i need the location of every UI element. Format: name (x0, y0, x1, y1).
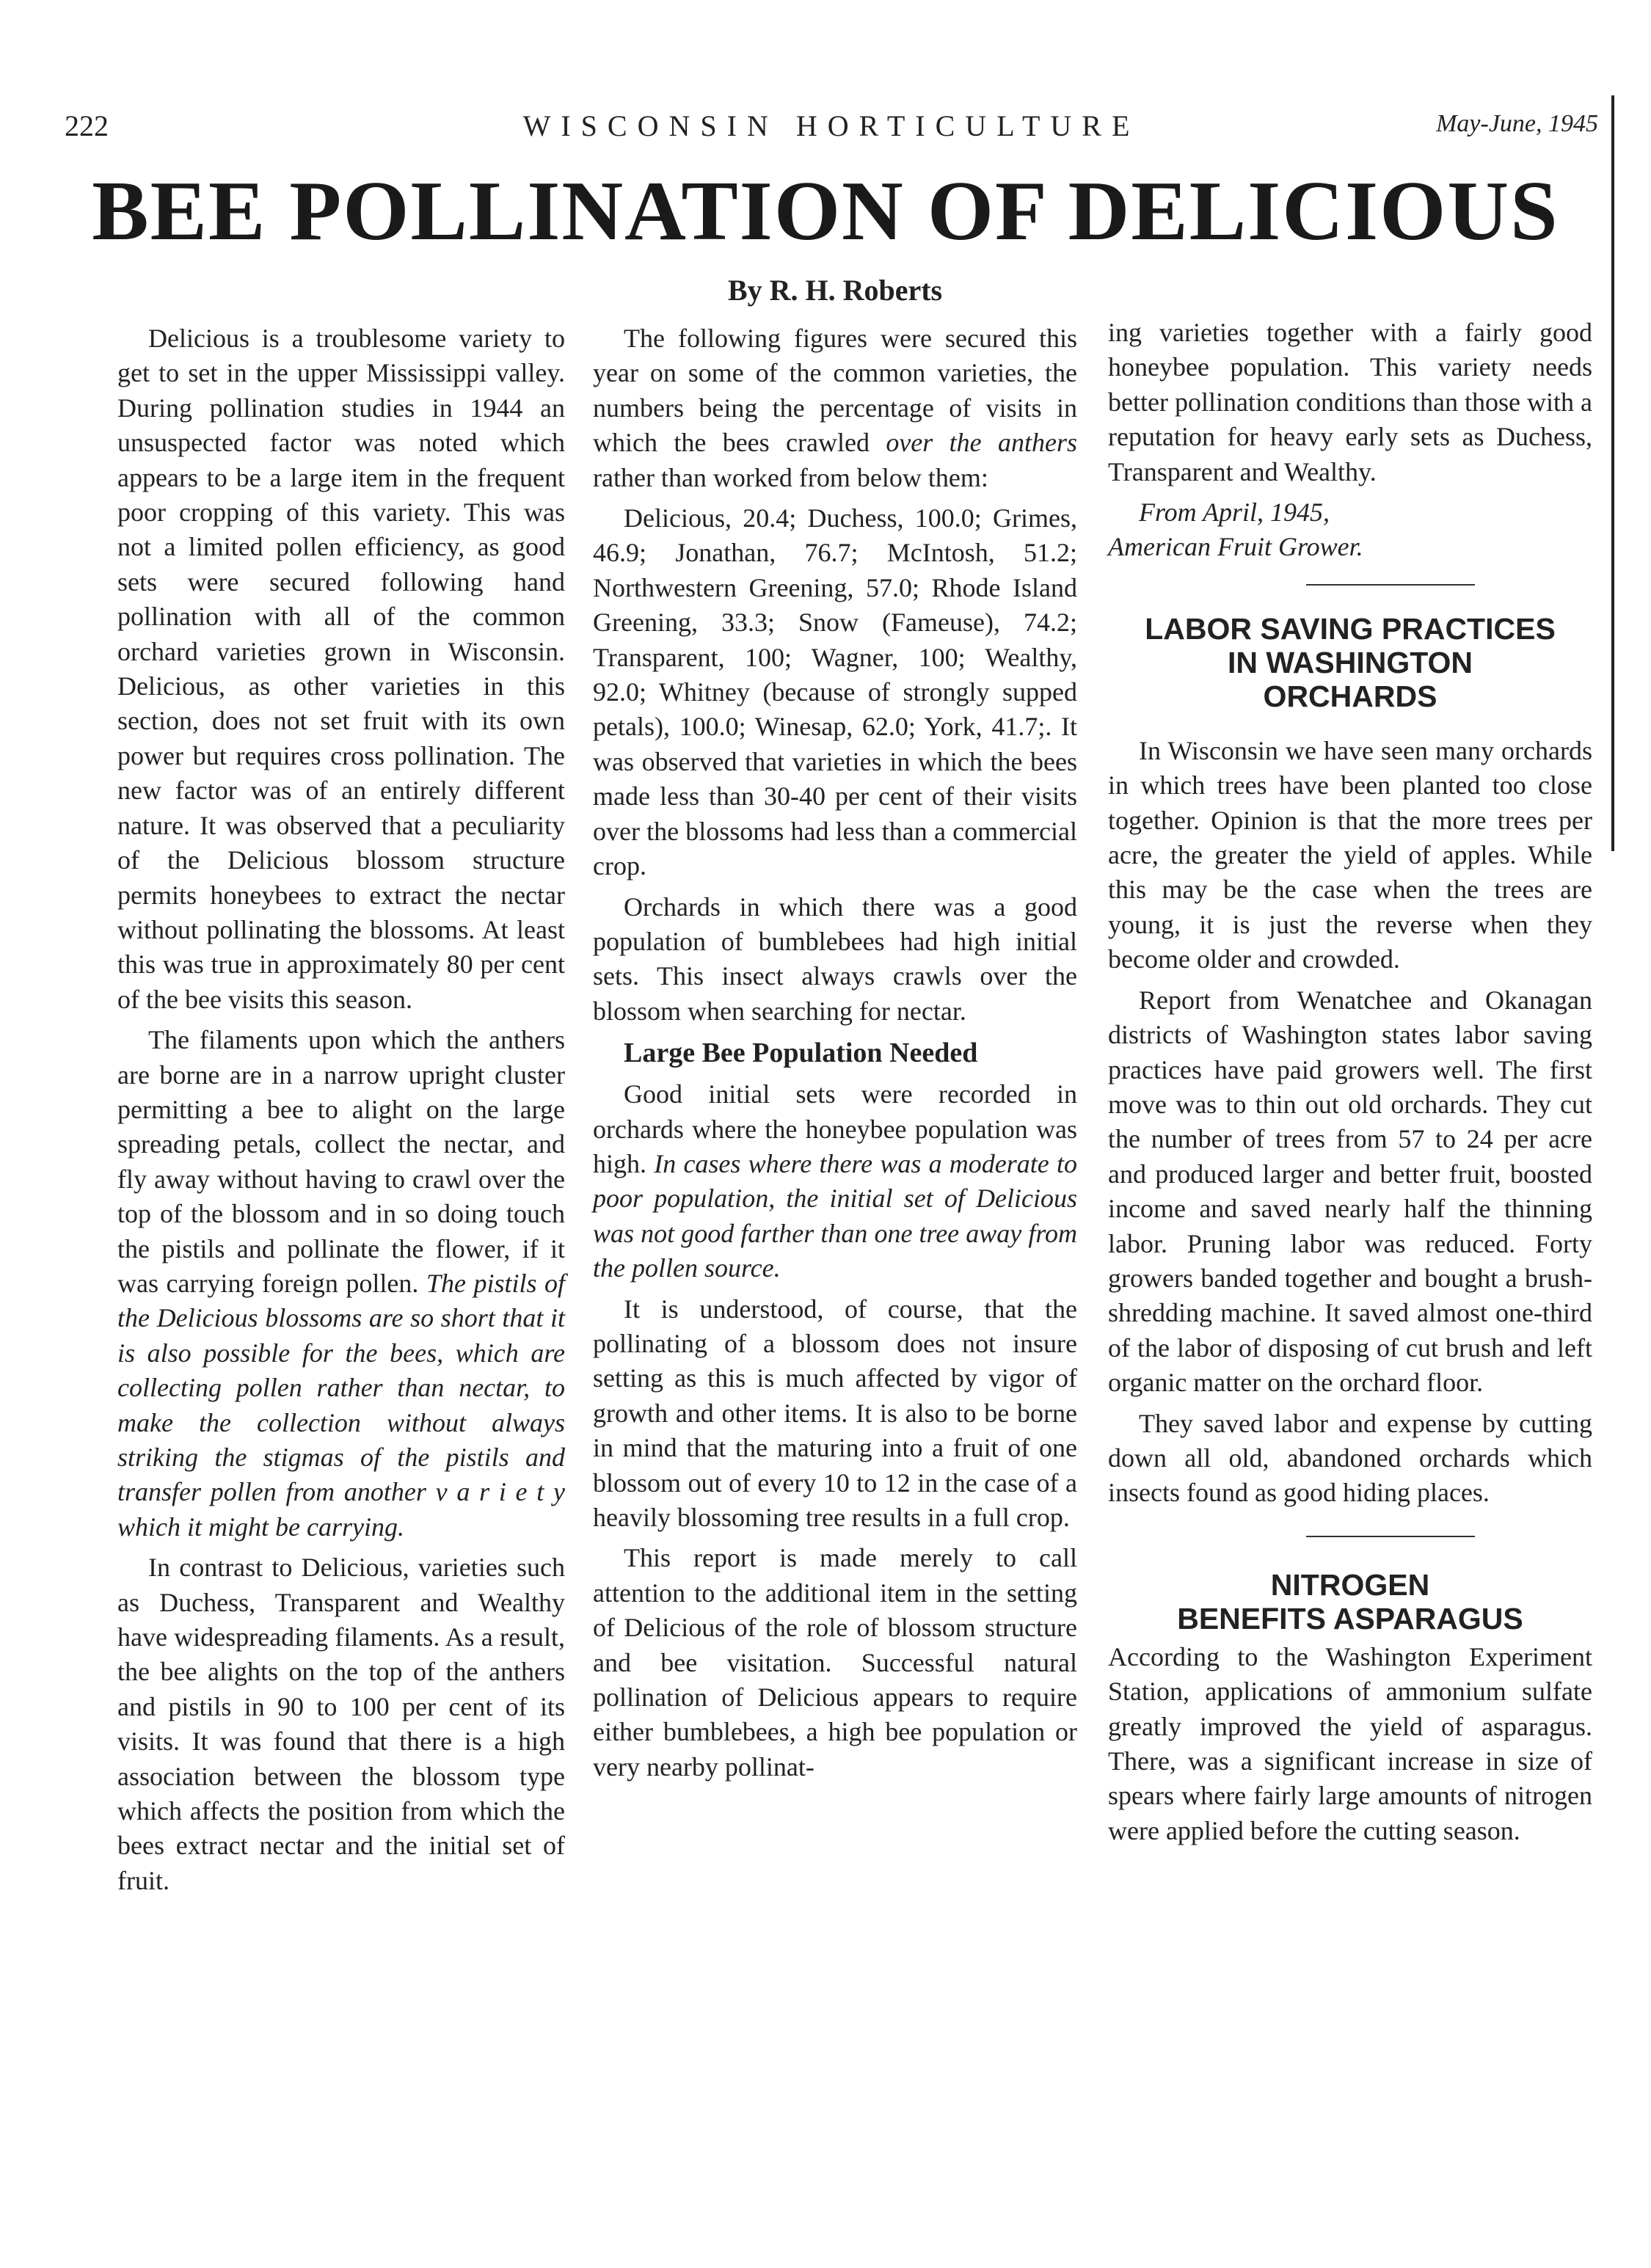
paragraph-italic-text: over the anthers (886, 428, 1078, 458)
figures-list: Delicious, 20.4; Duchess, 100.0; Grimes, 46.9; Jonathan, 76.7; McIntosh, 51.2; Northwestern Greening, 57.0; Rhode Island Greening, 33.3; Snow (Fameuse), 74.2; Transparent, 100; Wagner, 100; Wealthy, 92.0; Whitney (because of strongly supped petals), 100.0; Winesap, 62.0; York, 41.7;. It was observed that varieties in which the bees made less than 30-40 per cent of their visits over the blossoms had less than a commercial crop. (593, 503, 1077, 881)
column-1 (117, 321, 565, 1898)
paragraph: Report from Wenatchee and Okanagan districts of Washington states labor saving practices have paid growers well. The first move was to thin out old orchards. They cut the number of trees from 57 to 24 per acre and produced larger and better fruit, boosted income and saved nearly half the thinning labor. Pruning labor was reduced. Forty growers banded together and bought a brush-shredding machine. It saved almost one-third of the labor of disposing of cut brush and left organic matter on the orchard floor. (1108, 985, 1592, 1398)
section-divider (1306, 584, 1475, 586)
byline: By R. H. Roberts (727, 274, 943, 307)
paragraph: According to the Washington Experiment Station, applications of ammonium sulfate greatly improved the yield of asparagus. There, was a significant increase in size of spears where fairly large amounts of nitrogen were applied before the cutting season. (1108, 1641, 1592, 1845)
section-subheading: Large Bee Population Needed (624, 1038, 978, 1069)
labor-heading (1108, 612, 1592, 713)
paragraph (593, 321, 1077, 495)
journal-title: WISCONSIN HORTICULTURE (522, 109, 1140, 142)
paragraph-text: The filaments upon which the anthers are borne are in a narrow upright cluster permitting a bee to alight on the large spreading petals, collect the nectar, and fly away without having to crawl over the top of the blossom and in so doing touch the pistils and pollinate the flower, if it was carrying foreign pollen. (117, 1025, 565, 1298)
article-title: BEE POLLINATION OF DELICIOUS (92, 164, 1559, 258)
paragraph: Orchards in which there was a good population of bumblebees had high initial sets. This insect always crawls over the blossom when searching for nectar. (593, 891, 1077, 1026)
paragraph: In Wisconsin we have seen many orchards in which trees have been planted too close together. Opinion is that the more trees per acre, the greater the yield of apples. While this may be the case when the trees are young, it is just the reverse when they become older and crowded. (1108, 735, 1592, 974)
nitrogen-heading (1108, 1568, 1592, 1636)
labor-saving-article (1108, 612, 1592, 1511)
heading-line: BENEFITS ASPARAGUS (1177, 1601, 1523, 1636)
paragraph (593, 1077, 1077, 1286)
paragraph-text: rather than worked from below them: (593, 462, 988, 492)
paragraph-italic-text: The pistils of the Delicious blossoms are so short that it is also possible for the bees, which are collecting pollen rather than nectar, to make the collection without always striking the stigmas of the pistils and transfer pollen from another v a r i e t y which it might be carrying. (117, 1268, 565, 1542)
paragraph (117, 1023, 565, 1545)
paragraph-text: Good initial sets were recorded in orchards where the honeybee population was high. (593, 1079, 1077, 1178)
credit-date: From April, 1945, (1139, 497, 1330, 528)
paragraph: They saved labor and expense by cutting down all old, abandoned orchards which insects found as good hiding places. (1108, 1408, 1592, 1508)
nitrogen-article (1108, 1568, 1592, 1848)
paragraph: In contrast to Delicious, varieties such as Duchess, Transparent and Wealthy have widespreading filaments. As a result, the bee alights on the top of the anthers and pistils in 90 to 100 per cent of its visits. It was found that there is a high association between the blossom type which affects the position from which the bees extract nectar and the initial set of fruit. (117, 1553, 565, 1895)
column-2 (593, 321, 1077, 1784)
paragraph: It is understood, of course, that the pollinating of a blossom does not insure setting as this is much affected by vigor of growth and other items. It is also to be borne in mind that the maturing into a fruit of one blossom out of every 10 to 12 in the case of a heavily blossoming tree results in a full crop. (593, 1294, 1077, 1532)
issue-date: May-June, 1945 (1436, 110, 1598, 137)
heading-line: NITROGEN (1270, 1567, 1430, 1602)
section-divider (1306, 1536, 1475, 1537)
source-credit (1108, 495, 1592, 565)
paragraph: Delicious is a troublesome variety to get to set in the upper Mississippi valley. During pollination studies in 1944 an unsuspected factor was noted which appears to be a large item in the frequent poor cropping of this variety. This was not a limited pollen efficiency, as good sets were secured following hand pollination with all of the common orchard varieties grown in Wisconsin. Delicious, as other varieties in this section, does not set fruit with its own power but requires cross pollination. The new factor was of an entirely different nature. It was observed that a peculiarity of the Delicious blossom structure permits honeybees to extract the nectar without pollinating the blossoms. At least this was true in approximately 80 per cent of the bee visits this season. (117, 324, 565, 1014)
paragraph-italic-text: In cases where there was a moderate to poor population, the initial set of Delicious was not good farther than one tree away from the pollen source. (593, 1148, 1077, 1283)
credit-publication: American Fruit Grower. (1108, 532, 1363, 562)
heading-line: LABOR SAVING PRACTICES (1145, 611, 1556, 646)
paragraph-continued: ing varieties together with a fairly good honeybee population. This variety needs better pollination conditions than those with a reputation for heavy early sets as Duchess, Transparent and Wealthy. (1108, 318, 1592, 486)
heading-line: ORCHARDS (1263, 679, 1437, 713)
heading-line: IN WASHINGTON (1227, 645, 1473, 679)
running-header (65, 109, 1598, 153)
paragraph: This report is made merely to call attention to the additional item in the setting of Delicious of the role of blossom structure and bee visitation. Successful natural pollination of Delicious appears to require either bumblebees, a high bee population or very nearby pollinat- (593, 1543, 1077, 1782)
page-number: 222 (65, 109, 109, 142)
paragraph-text: The following figures were secured this year on some of the common varieties, the numbers being the percentage of visits in which the bees crawled (593, 324, 1077, 458)
column-3 (1108, 316, 1592, 1848)
